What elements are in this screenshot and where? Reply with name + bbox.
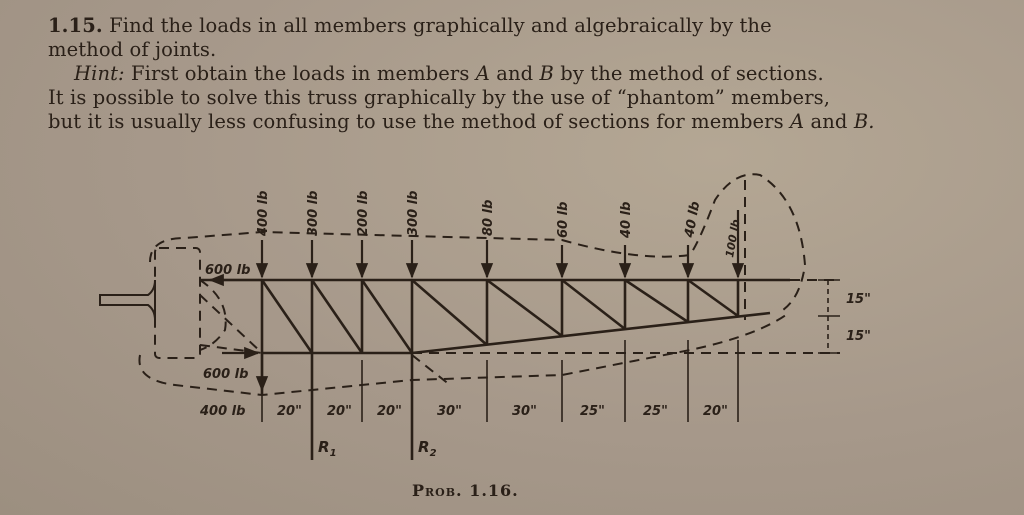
hint-text: by the method of sections. (560, 62, 824, 85)
load-label-9: 100 lb (723, 218, 743, 259)
spacing-3: 20" (377, 404, 402, 419)
spacing-6: 25" (580, 404, 605, 419)
bottom-load: 400 lb (200, 404, 246, 419)
horizontal-load-bottom: 600 lb (203, 367, 249, 382)
member-a-label: A (790, 110, 805, 133)
member-b-label: B (539, 62, 554, 85)
load-label-2: 300 lb (306, 190, 321, 236)
caption-number: 1.16. (469, 481, 519, 500)
member-b-label: B. (853, 110, 875, 133)
load-label-6: 60 lb (556, 201, 571, 238)
hub-shape (100, 280, 155, 320)
load-label-5: 80 lb (481, 199, 496, 236)
height-1: 15" (846, 292, 871, 307)
load-label-4: 300 lb (406, 190, 421, 236)
spacing-4: 30" (437, 404, 462, 419)
reaction-r2: $R_2$ (418, 438, 437, 459)
conjunction: and (496, 62, 534, 85)
spacing-5: 30" (512, 404, 537, 419)
spacing-8: 20" (703, 404, 728, 419)
reaction-labels (318, 438, 437, 459)
hint-text: First obtain the loads in members (131, 62, 470, 85)
spacing-labels (277, 292, 871, 419)
hint-line-2: It is possible to solve this truss graphically by the use of “phantom” members, (48, 86, 831, 109)
problem-number: 1.15. (48, 14, 103, 37)
spacing-7: 25" (643, 404, 668, 419)
load-label-8: 40 lb (682, 200, 704, 239)
caption-prefix: Prob. (412, 481, 463, 500)
problem-statement-line-2: method of joints. (48, 38, 217, 61)
load-arrows (210, 210, 738, 390)
statement-text: Find the loads in all members graphically and algebraically by the (109, 14, 772, 37)
hint-label: Hint: (74, 62, 125, 85)
spacing-1: 20" (277, 404, 302, 419)
member-a-label: A (475, 62, 490, 85)
truss-members (200, 280, 790, 460)
figure-caption (412, 481, 519, 500)
hint-text: but it is usually less confusing to use the method of sections for members (48, 110, 784, 133)
load-label-7: 40 lb (619, 201, 634, 238)
horizontal-load-top: 600 lb (205, 263, 251, 278)
spacing-2: 20" (327, 404, 352, 419)
load-label-3: 200 lb (356, 190, 371, 236)
height-2: 15" (846, 329, 871, 344)
conjunction: and (810, 110, 848, 133)
load-label-1: 400 lb (256, 190, 271, 236)
dimension-ticks (262, 280, 840, 422)
reaction-r1: $R_1$ (318, 438, 337, 459)
